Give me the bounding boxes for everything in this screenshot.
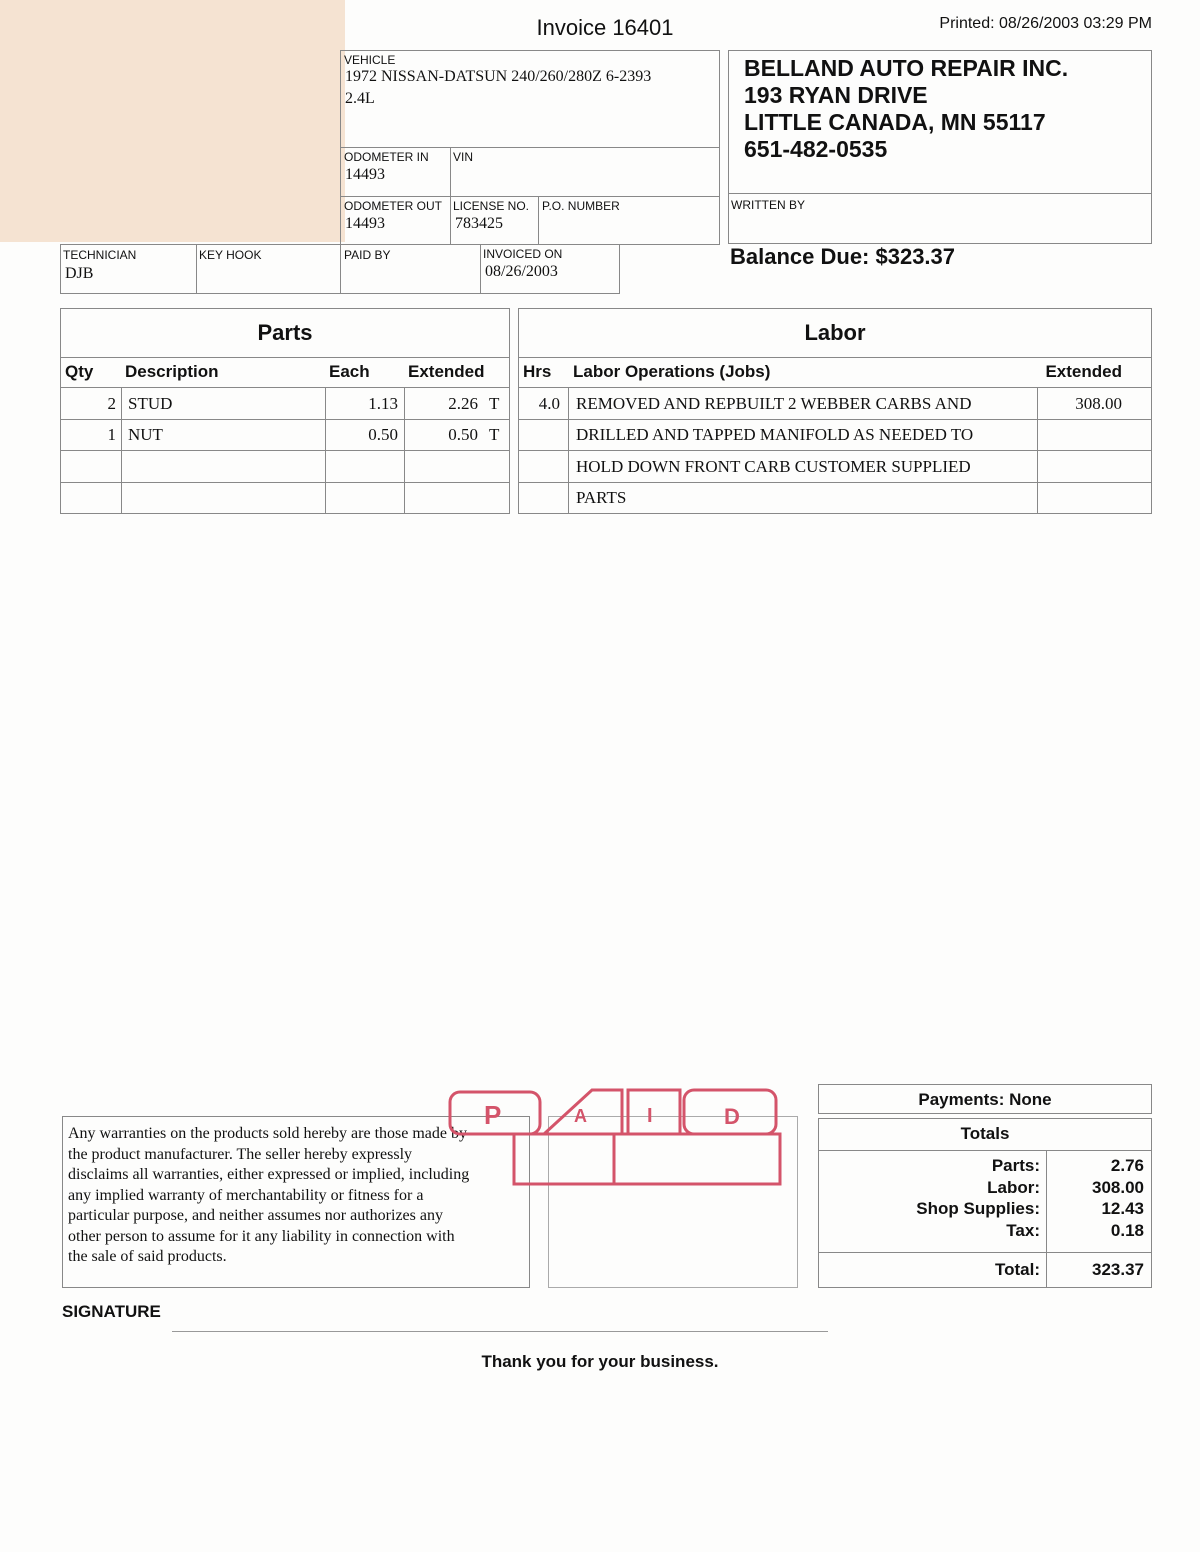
divider (818, 1252, 1152, 1253)
part-extended: 2.26 (448, 394, 478, 413)
totals-value: 2.76 (1110, 1156, 1144, 1175)
printed-timestamp: Printed: 08/26/2003 03:29 PM (939, 15, 1152, 32)
signature-line (172, 1331, 828, 1332)
totals-value: 12.43 (1101, 1199, 1144, 1218)
labor-extended: 308.00 (1075, 394, 1122, 413)
divider (818, 1150, 1152, 1151)
parts-header-description: Description (125, 362, 219, 381)
part-each: 0.50 (368, 425, 398, 444)
svg-text:A: A (574, 1106, 587, 1126)
parts-header-each: Each (329, 362, 370, 381)
svg-text:I: I (647, 1105, 653, 1127)
part-each: 1.13 (368, 394, 398, 413)
warranty-line: the product manufacturer. The seller hereby expressly (68, 1145, 413, 1163)
odometer-out-label: ODOMETER OUT (344, 199, 442, 213)
part-qty: 2 (107, 394, 116, 413)
labor-header-extended: Extended (1045, 362, 1122, 381)
divider (325, 387, 326, 514)
warranty-line: other person to assume for it any liability in connection with (68, 1227, 455, 1245)
shop-phone: 651-482-0535 (744, 136, 888, 162)
totals-label: Tax: (1006, 1220, 1040, 1240)
divider (568, 387, 569, 514)
divider (60, 450, 510, 451)
technician-label: TECHNICIAN (63, 248, 137, 262)
license-label: LICENSE NO. (453, 199, 530, 213)
shop-street: 193 RYAN DRIVE (744, 82, 928, 108)
total-label: Total: (994, 1260, 1040, 1279)
totals-values (1050, 1155, 1144, 1241)
shop-name: BELLAND AUTO REPAIR INC. (744, 55, 1069, 81)
vehicle-line-2: 2.4L (345, 90, 375, 107)
labor-hours: 4.0 (538, 394, 560, 413)
part-extended: 0.50 (448, 425, 478, 444)
divider (60, 387, 510, 388)
paid-by-label: PAID BY (344, 248, 391, 262)
divider (121, 387, 122, 514)
divider (404, 387, 405, 514)
svg-text:P: P (484, 1100, 502, 1130)
part-tax-flag: T (489, 394, 500, 413)
written-by-label: WRITTEN BY (731, 198, 805, 212)
divider (518, 387, 1152, 388)
payments-status: Payments: None (918, 1090, 1052, 1109)
vin-label: VIN (453, 150, 474, 164)
divider (196, 244, 197, 294)
totals-value: 308.00 (1092, 1177, 1144, 1197)
totals-title: Totals (960, 1124, 1010, 1143)
labor-operation-line: PARTS (576, 488, 627, 507)
key-hook-label: KEY HOOK (199, 248, 262, 262)
totals-label: Shop Supplies: (916, 1199, 1040, 1218)
sticky-note-overlay (0, 0, 345, 242)
signature-label: SIGNATURE (62, 1302, 161, 1321)
labor-operation-line: HOLD DOWN FRONT CARB CUSTOMER SUPPLIED (576, 457, 971, 476)
part-tax-flag: T (489, 425, 500, 444)
invoiced-on-label: INVOICED ON (483, 247, 563, 261)
divider (60, 482, 510, 483)
shop-address (744, 55, 1068, 163)
warranty-line: Any warranties on the products sold hereby are those made by (68, 1125, 467, 1142)
labor-operation-line: REMOVED AND REPBUILT 2 WEBBER CARBS AND (576, 394, 972, 413)
divider (518, 482, 1152, 483)
labor-header-operations: Labor Operations (Jobs) (573, 362, 771, 381)
divider (1046, 1150, 1047, 1288)
totals-label: Labor: (987, 1177, 1040, 1197)
warranty-line: particular purpose, and neither assumes nor authorizes any (68, 1207, 443, 1224)
divider (480, 244, 481, 294)
svg-text:D: D (724, 1104, 740, 1129)
totals-label: Parts: (991, 1156, 1040, 1175)
balance-due: Balance Due: $323.37 (730, 244, 956, 269)
part-description: NUT (128, 425, 163, 444)
divider (1037, 387, 1038, 514)
warranty-line: disclaims all warranties, either expressed or implied, including (68, 1166, 470, 1183)
divider (60, 419, 510, 420)
odometer-in-value: 14493 (345, 166, 385, 183)
thank-you-message: Thank you for your business. (481, 1352, 719, 1371)
invoiced-on-value: 08/26/2003 (485, 263, 558, 280)
part-description: STUD (128, 394, 173, 413)
odometer-out-value: 14493 (345, 215, 385, 232)
paid-stamp-graphic (444, 1084, 782, 1188)
warranty-line: any implied warranty of merchantability or fitness for a (68, 1186, 424, 1204)
warranty-line: the sale of said products. (68, 1248, 227, 1265)
divider (518, 450, 1152, 451)
divider (728, 193, 1152, 194)
odometer-in-label: ODOMETER IN (344, 150, 429, 164)
divider (60, 357, 510, 358)
divider (340, 244, 341, 294)
totals-labels (830, 1155, 1040, 1241)
divider (340, 196, 720, 197)
part-qty: 1 (107, 425, 116, 444)
paid-stamp (444, 1084, 782, 1188)
license-value: 783425 (455, 215, 503, 232)
invoice-title: Invoice 16401 (536, 15, 674, 40)
vehicle-line-1: 1972 NISSAN-DATSUN 240/260/280Z 6-2393 (345, 68, 652, 85)
shop-city: LITTLE CANADA, MN 55117 (744, 109, 1046, 135)
divider (518, 357, 1152, 358)
parts-header-extended: Extended (408, 362, 485, 381)
totals-value: 0.18 (1110, 1220, 1144, 1240)
vehicle-label: VEHICLE (344, 53, 396, 67)
po-number-label: P.O. NUMBER (542, 199, 620, 213)
labor-title: Labor (804, 320, 866, 345)
technician-value: DJB (65, 265, 94, 282)
parts-title: Parts (257, 320, 313, 345)
labor-header-hrs: Hrs (523, 362, 552, 381)
labor-operation-line: DRILLED AND TAPPED MANIFOLD AS NEEDED TO (576, 425, 974, 444)
total-value: 323.37 (1092, 1260, 1144, 1279)
divider (518, 419, 1152, 420)
parts-header-qty: Qty (65, 362, 94, 381)
divider (340, 147, 720, 148)
divider (538, 196, 539, 245)
